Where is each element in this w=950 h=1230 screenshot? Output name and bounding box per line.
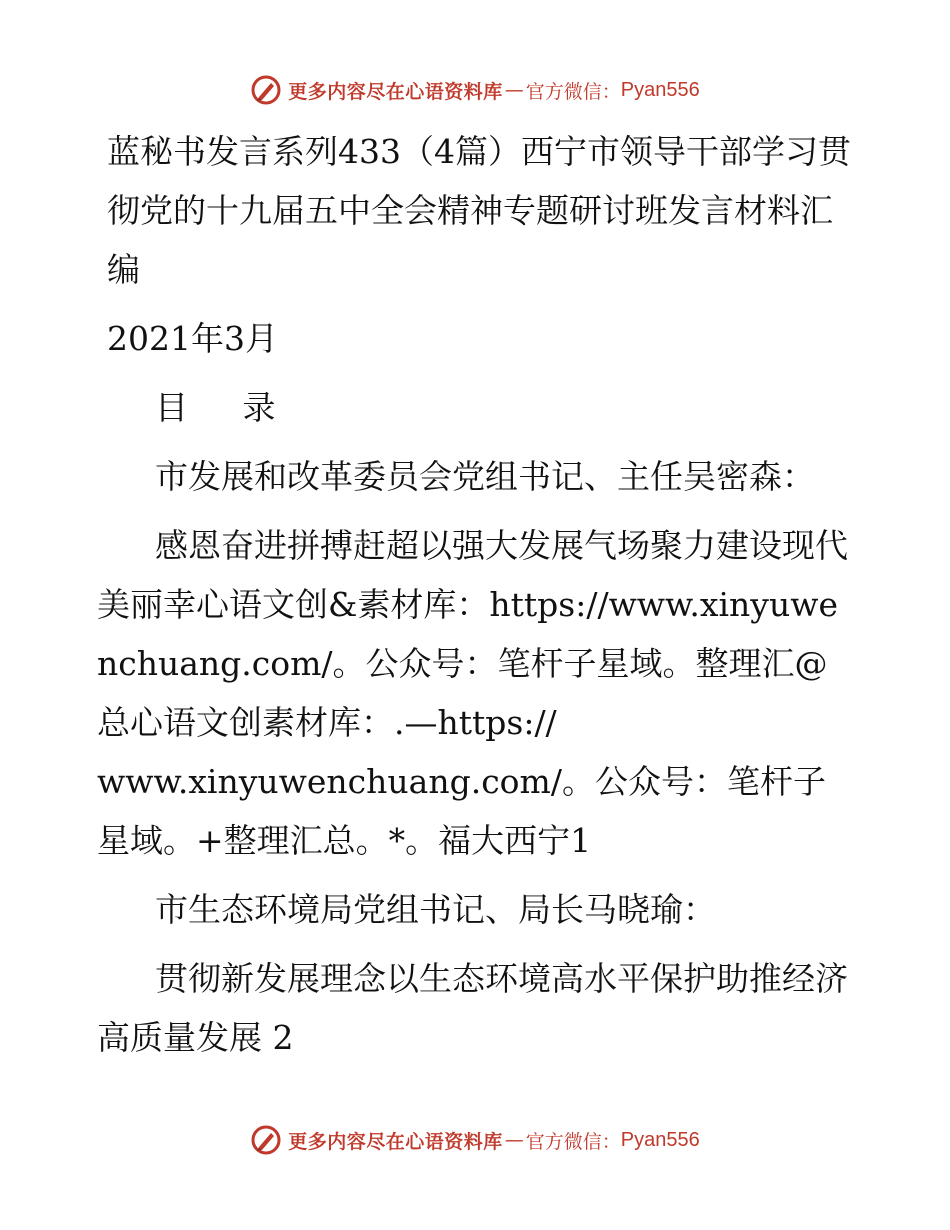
pen-logo-icon	[250, 1124, 282, 1156]
footer-banner	[0, 1120, 950, 1160]
banner-wechat-label: 官方微信：	[525, 80, 621, 103]
document-date: 2021年3月	[107, 319, 278, 358]
toc-entry-text-continued: www.xinyuwenchuang.com/。公众号：笔杆子星域。+整理汇总。*。福大西宁1	[97, 762, 826, 860]
toc-entry-speaker: 市发展和改革委员会党组书记、主任吴密森：	[155, 457, 815, 496]
document-body	[97, 122, 857, 1067]
toc-entry-text: 感恩奋进拼搏赶超以强大发展气场聚力建设现代美丽幸心语文创&素材库：https://www.xinyuwenchuang.com/。公众号：笔杆子星域。整理汇@总心语文创素材库：.—https://	[97, 526, 848, 742]
banner-slogan: 更多内容尽在心语资料库	[288, 80, 503, 103]
banner-slogan: 更多内容尽在心语资料库	[288, 1130, 503, 1153]
banner-wechat-id: Pyan556	[620, 78, 700, 101]
document-title: 蓝秘书发言系列433（4篇）西宁市领导干部学习贯彻党的十九届五中全会精神专题研讨班发言材料汇编	[107, 132, 851, 289]
banner-separator: —	[504, 1129, 524, 1151]
header-banner	[0, 70, 950, 110]
banner-separator: —	[504, 79, 524, 101]
toc-entry-text: 贯彻新发展理念以生态环境高水平保护助推经济高质量发展 2	[97, 959, 848, 1057]
toc-heading: 目 录	[155, 388, 298, 427]
banner-wechat-id: Pyan556	[620, 1128, 700, 1151]
pen-logo-icon	[250, 74, 282, 106]
toc-entry-speaker: 市生态环境局党组书记、局长马晓瑜：	[155, 890, 716, 929]
banner-wechat-label: 官方微信：	[525, 1130, 621, 1153]
